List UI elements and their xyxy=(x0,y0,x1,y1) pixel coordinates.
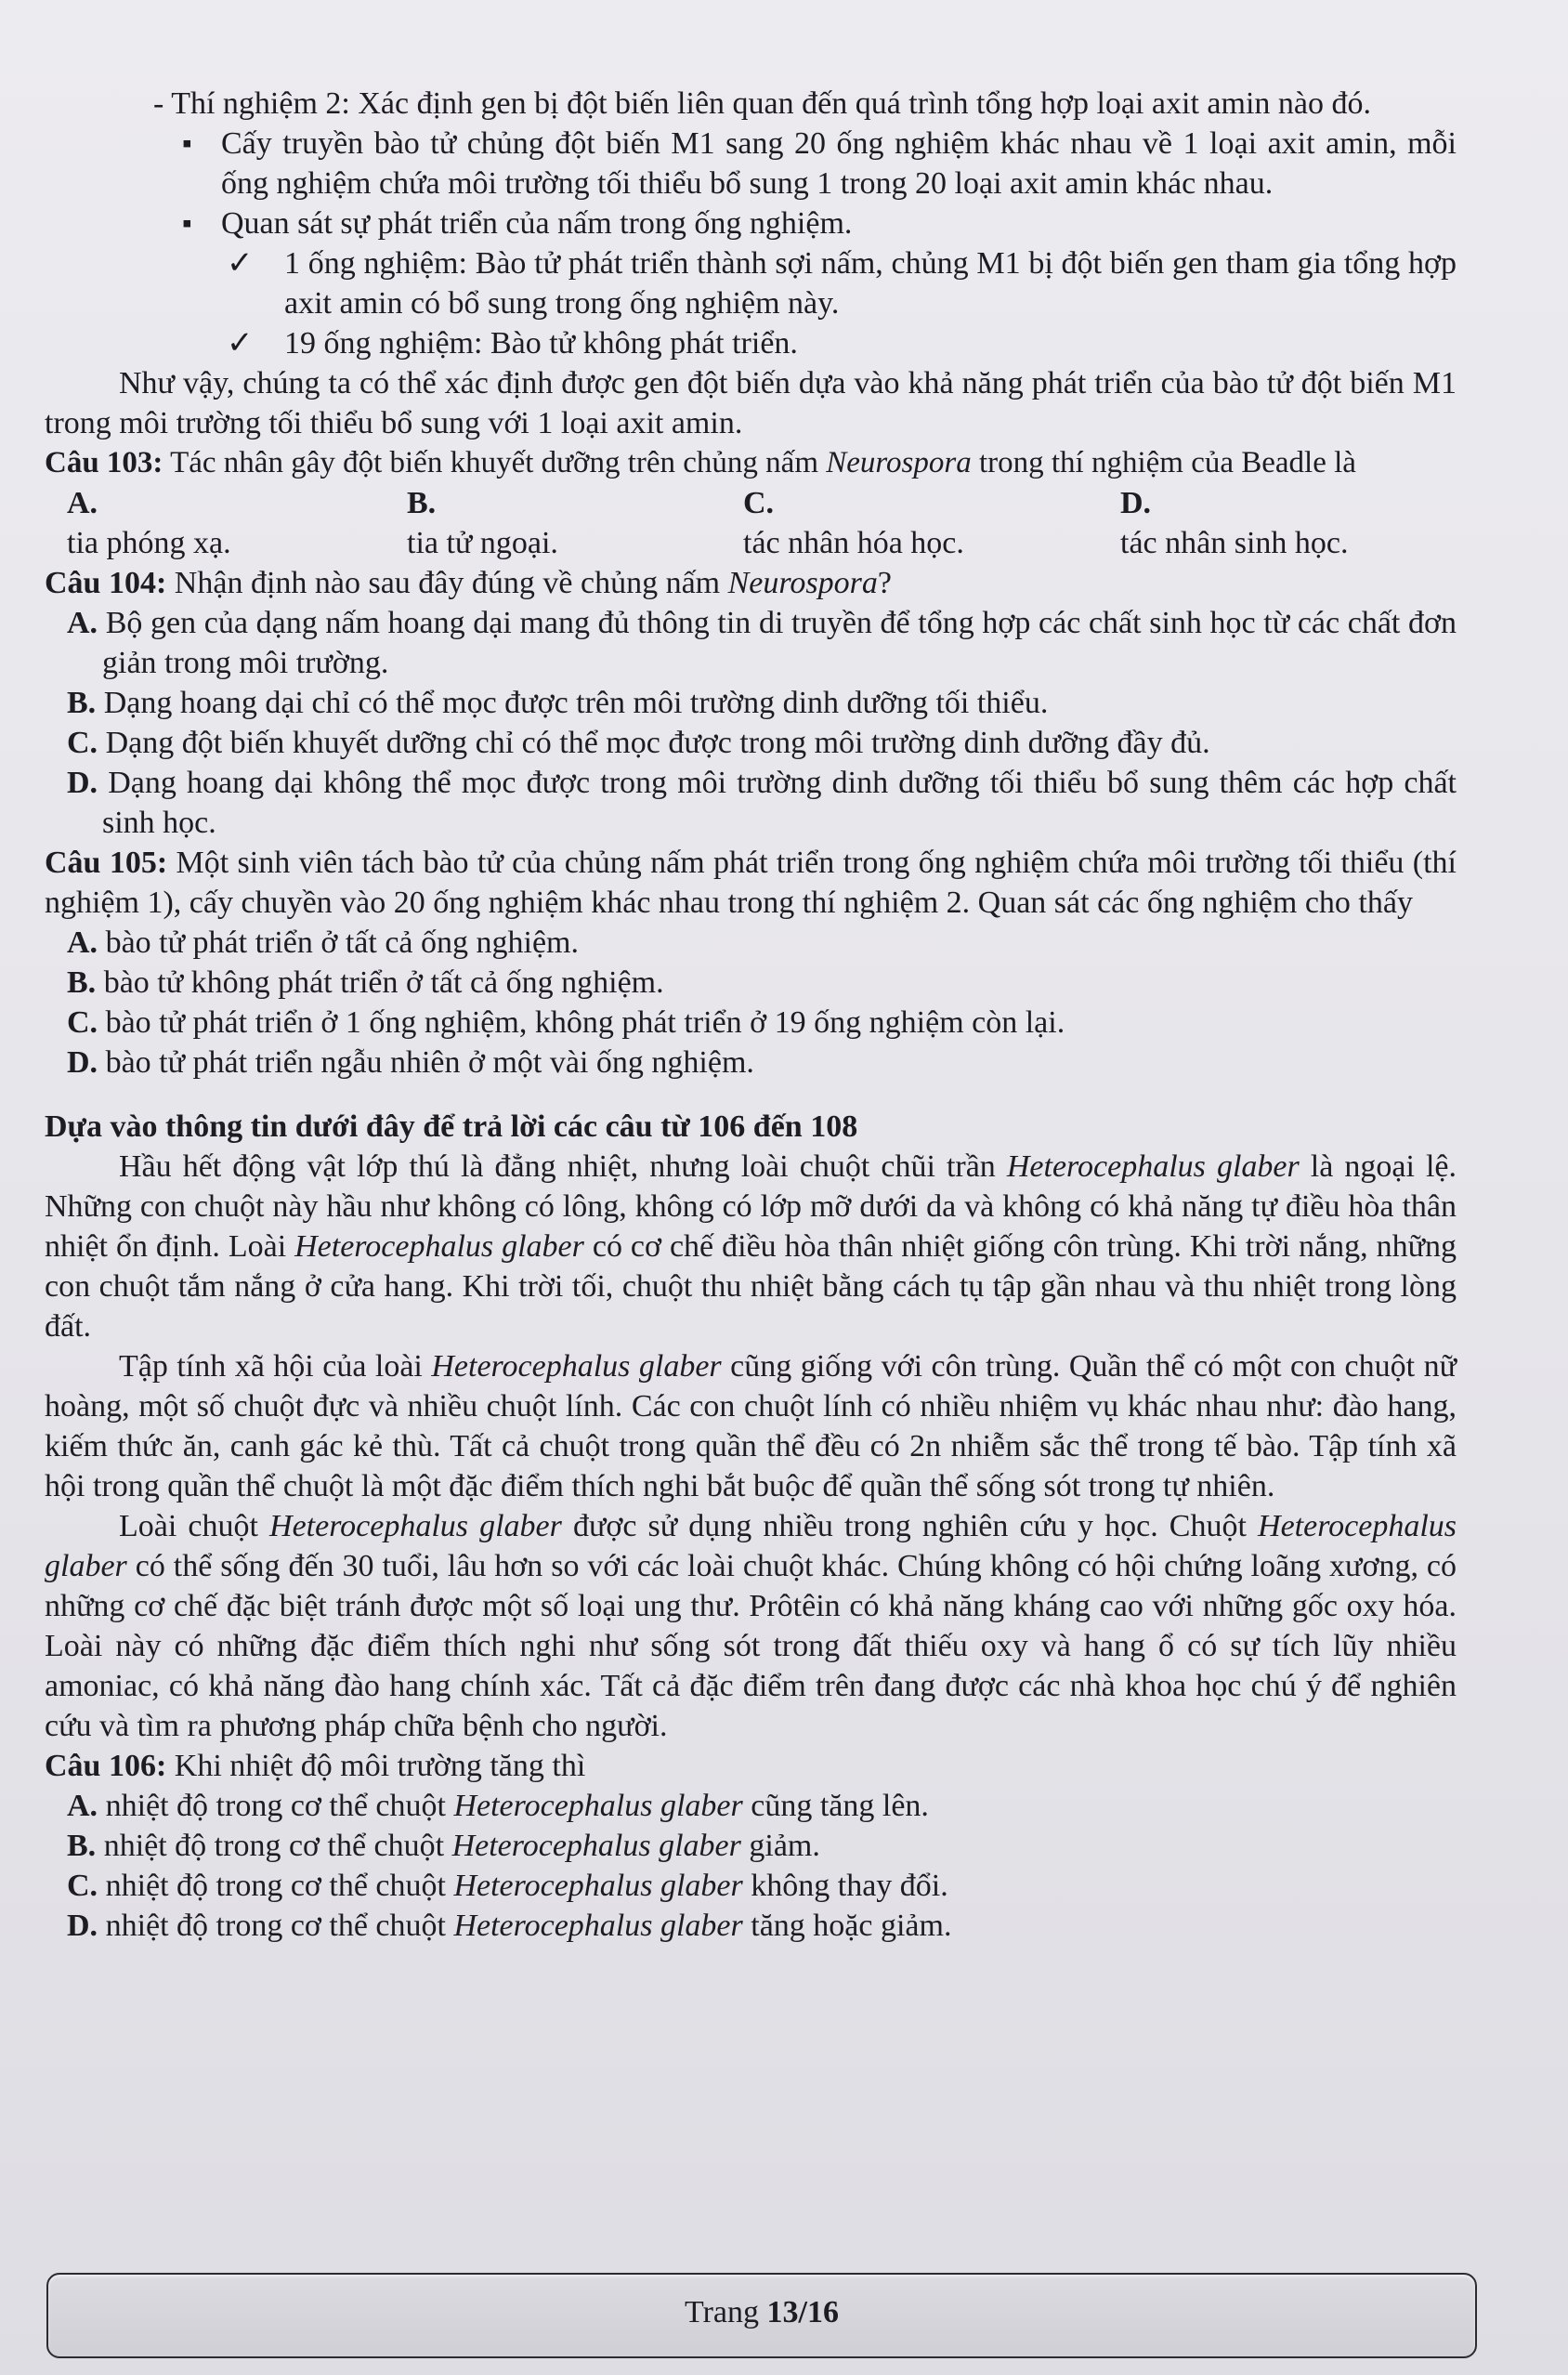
option-text: nhiệt độ trong cơ thể chuột xyxy=(98,1789,454,1823)
option-a xyxy=(45,603,1457,683)
option-text: tia tử ngoại. xyxy=(407,526,558,560)
passage-text: Tập tính xã hội của loài xyxy=(119,1349,432,1384)
option-text: bào tử phát triển ở 1 ống nghiệm, không phát triển ở 19 ống nghiệm còn lại. xyxy=(98,1005,1065,1040)
option-text: nhiệt độ trong cơ thể chuột xyxy=(98,1869,454,1903)
option-text: Dạng hoang dại chỉ có thể mọc được trên môi trường dinh dưỡng tối thiểu. xyxy=(96,686,1049,720)
option-b xyxy=(45,683,1457,723)
question-stem: Nhận định nào sau đây đúng về chủng nấm xyxy=(166,566,728,600)
option-text: giảm. xyxy=(740,1829,820,1863)
option-b xyxy=(407,483,743,563)
option-text: tăng hoặc giảm. xyxy=(742,1909,952,1943)
question-label: Câu 104: xyxy=(45,566,167,600)
option-text: tia phóng xạ. xyxy=(67,526,231,560)
question-label: Câu 103: xyxy=(45,446,163,479)
species-name: Heterocephalus glaber xyxy=(453,1869,743,1903)
option-letter: A. xyxy=(67,606,98,640)
question-label: Câu 106: xyxy=(45,1749,167,1783)
option-letter: A. xyxy=(67,925,98,960)
species-name: Heterocephalus glaber xyxy=(45,1509,1457,1583)
option-text: Dạng hoang dại không thể mọc được trong môi trường dinh dưỡng tối thiểu bổ sung thêm các hợp chất sinh học. xyxy=(98,766,1457,840)
option-text: bào tử phát triển ngẫu nhiên ở một vài ống nghiệm. xyxy=(98,1045,754,1080)
check-item-text: 19 ống nghiệm: Bào tử không phát triển. xyxy=(284,326,798,361)
option-c xyxy=(45,723,1457,763)
checkmark-icon: ✓ xyxy=(227,246,254,281)
section-heading: Dựa vào thông tin dưới đây để trả lời các câu từ 106 đến 108 xyxy=(45,1109,858,1144)
option-text: bào tử phát triển ở tất cả ống nghiệm. xyxy=(98,925,579,960)
option-text: không thay đổi. xyxy=(742,1869,948,1903)
option-letter: B. xyxy=(67,686,97,720)
question-106 xyxy=(45,1746,1457,1786)
option-letter: D. xyxy=(67,766,98,800)
option-text: bào tử không phát triển ở tất cả ống nghiệm. xyxy=(96,965,664,1000)
option-text: nhiệt độ trong cơ thể chuột xyxy=(98,1909,454,1943)
passage-text: được sử dụng nhiều trong nghiên cứu y học. Chuột xyxy=(561,1509,1259,1543)
question-stem: ? xyxy=(877,566,892,600)
passage-paragraph-3 xyxy=(45,1506,1457,1746)
species-name: Heterocephalus glaber xyxy=(294,1229,584,1264)
page-content xyxy=(45,84,1457,1946)
species-name: Heterocephalus glaber xyxy=(453,1789,743,1823)
page-prefix: Trang xyxy=(685,2295,767,2329)
option-a xyxy=(67,483,407,563)
option-d xyxy=(45,1906,1457,1946)
option-letter: A. xyxy=(67,1789,98,1823)
option-letter: B. xyxy=(67,965,97,1000)
option-letter: B. xyxy=(67,1829,97,1863)
checkmark-icon: ✓ xyxy=(227,326,254,361)
bullet-observe: ▪ Quan sát sự phát triển của nấm trong ống nghiệm. xyxy=(45,203,1457,243)
question-105 xyxy=(45,843,1457,923)
option-c xyxy=(45,1003,1457,1043)
q103-options xyxy=(45,483,1457,563)
option-a xyxy=(45,1786,1457,1826)
passage-text: Hầu hết động vật lớp thú là đẳng nhiệt, nhưng loài chuột chũi trần xyxy=(119,1149,1007,1184)
question-stem: Tác nhân gây đột biến khuyết dưỡng trên chủng nấm xyxy=(163,446,827,479)
check-item-19-tubes xyxy=(45,323,1457,363)
experiment-conclusion: Như vậy, chúng ta có thể xác định được gen đột biến dựa vào khả năng phát triển của bào tử đột biến M1 trong môi trường tối thiểu bổ sung với 1 loại axit amin. xyxy=(45,366,1457,440)
option-letter: B. xyxy=(407,486,437,520)
option-c xyxy=(45,1866,1457,1906)
experiment-2-intro: - Thí nghiệm 2: Xác định gen bị đột biến liên quan đến quá trình tổng hợp loại axit amin nào đó. xyxy=(153,86,1371,121)
passage-text: có thể sống đến 30 tuổi, lâu hơn so với các loài chuột khác. Chúng không có hội chứng loãng xương, có những cơ chế đặc biệt tránh được một số loại ung thư. Prôtêin có khả năng kháng cao với những gốc oxy hóa. Loài này có những đặc điểm thích nghi như sống sót trong đất thiếu oxy và hang ổ có sự tích lũy nhiều amoniac, có khả năng đào hang chính xác. Tất cả đặc điểm trên đang được các nhà khoa học chú ý để nghiên cứu và tìm ra phương pháp chữa bệnh cho người. xyxy=(45,1549,1457,1743)
bullet-transfer-spores: ▪ Cấy truyền bào tử chủng đột biến M1 sang 20 ống nghiệm khác nhau về 1 loại axit amin, mỗi ống nghiệm chứa môi trường tối thiểu bổ sung 1 trong 20 loại axit amin khác nhau. xyxy=(45,124,1457,203)
species-name: Heterocephalus glaber xyxy=(453,1909,743,1943)
question-103 xyxy=(45,443,1457,483)
species-name: Heterocephalus glaber xyxy=(451,1829,741,1863)
option-b xyxy=(45,963,1457,1003)
option-letter: C. xyxy=(67,1869,98,1903)
check-item-text: 1 ống nghiệm: Bào tử phát triển thành sợi nấm, chủng M1 bị đột biến gen tham gia tổng hợp axit amin có bổ sung trong ống nghiệm này. xyxy=(284,246,1457,321)
option-letter: C. xyxy=(743,486,775,520)
question-104 xyxy=(45,563,1457,603)
option-text: cũng tăng lên. xyxy=(742,1789,929,1823)
option-d xyxy=(45,1043,1457,1083)
option-letter: D. xyxy=(1120,486,1152,520)
question-stem: trong thí nghiệm của Beadle là xyxy=(971,446,1356,479)
option-letter: C. xyxy=(67,726,98,760)
option-text: nhiệt độ trong cơ thể chuột xyxy=(96,1829,452,1863)
option-b xyxy=(45,1826,1457,1866)
question-label: Câu 105: xyxy=(45,846,168,880)
passage-text: cũng giống với côn trùng. Quần thể có một con chuột nữ hoàng, một số chuột đực và nhiều chuột lính. Các con chuột lính có nhiều nhiệm vụ khác nhau như: đào hang, kiếm thức ăn, canh gác kẻ thù. Tất cả chuột trong quần thể đều có 2n nhiễm sắc thể trong tế bào. Tập tính xã hội trong quần thể chuột là một đặc điểm thích nghi bắt buộc để quần thể sống sót trong tự nhiên. xyxy=(45,1349,1457,1503)
species-name: Neurospora xyxy=(727,566,878,600)
passage-paragraph-2 xyxy=(45,1346,1457,1506)
species-name: Heterocephalus glaber xyxy=(269,1509,562,1543)
option-d xyxy=(1120,483,1349,563)
species-name: Heterocephalus glaber xyxy=(1006,1149,1300,1184)
option-letter: C. xyxy=(67,1005,98,1040)
option-letter: D. xyxy=(67,1909,98,1943)
question-stem: Khi nhiệt độ môi trường tăng thì xyxy=(166,1749,586,1783)
check-item-1-tube xyxy=(45,243,1457,323)
option-c xyxy=(743,483,1120,563)
species-name: Neurospora xyxy=(826,446,972,479)
option-d xyxy=(45,763,1457,843)
option-a xyxy=(45,923,1457,963)
option-text: tác nhân hóa học. xyxy=(743,526,964,560)
passage-text: là ngoại lệ. Những con chuột này hầu như không có lông, không có lớp mỡ dưới da và không có khả năng tự điều hòa thân nhiệt ổn định. Loài xyxy=(45,1149,1457,1264)
page-number xyxy=(48,2295,1475,2330)
option-text: Bộ gen của dạng nấm hoang dại mang đủ thông tin di truyền để tổng hợp các chất sinh học từ các chất đơn giản trong môi trường. xyxy=(98,606,1457,680)
option-letter: D. xyxy=(67,1045,98,1080)
question-stem: Một sinh viên tách bào tử của chủng nấm phát triển trong ống nghiệm chứa môi trường tối thiểu (thí nghiệm 1), cấy chuyền vào 20 ống nghiệm khác nhau trong thí nghiệm 2. Quan sát các ống nghiệm cho thấy xyxy=(45,846,1457,920)
page-count: 13/16 xyxy=(766,2295,839,2329)
option-text: Dạng đột biến khuyết dưỡng chỉ có thể mọc được trong môi trường dinh dưỡng đầy đủ. xyxy=(98,726,1210,760)
passage-paragraph-1 xyxy=(45,1147,1457,1346)
page-footer xyxy=(46,2273,1477,2358)
option-letter: A. xyxy=(67,486,98,520)
species-name: Heterocephalus glaber xyxy=(431,1349,722,1384)
passage-text: có cơ chế điều hòa thân nhiệt giống côn trùng. Khi trời nắng, những con chuột tắm nắng ở cửa hang. Khi trời tối, chuột thu nhiệt bằng cách tụ tập gần nhau và thu nhiệt trong lòng đất. xyxy=(45,1229,1457,1344)
option-text: tác nhân sinh học. xyxy=(1120,526,1349,560)
passage-text: Loài chuột xyxy=(119,1509,270,1543)
